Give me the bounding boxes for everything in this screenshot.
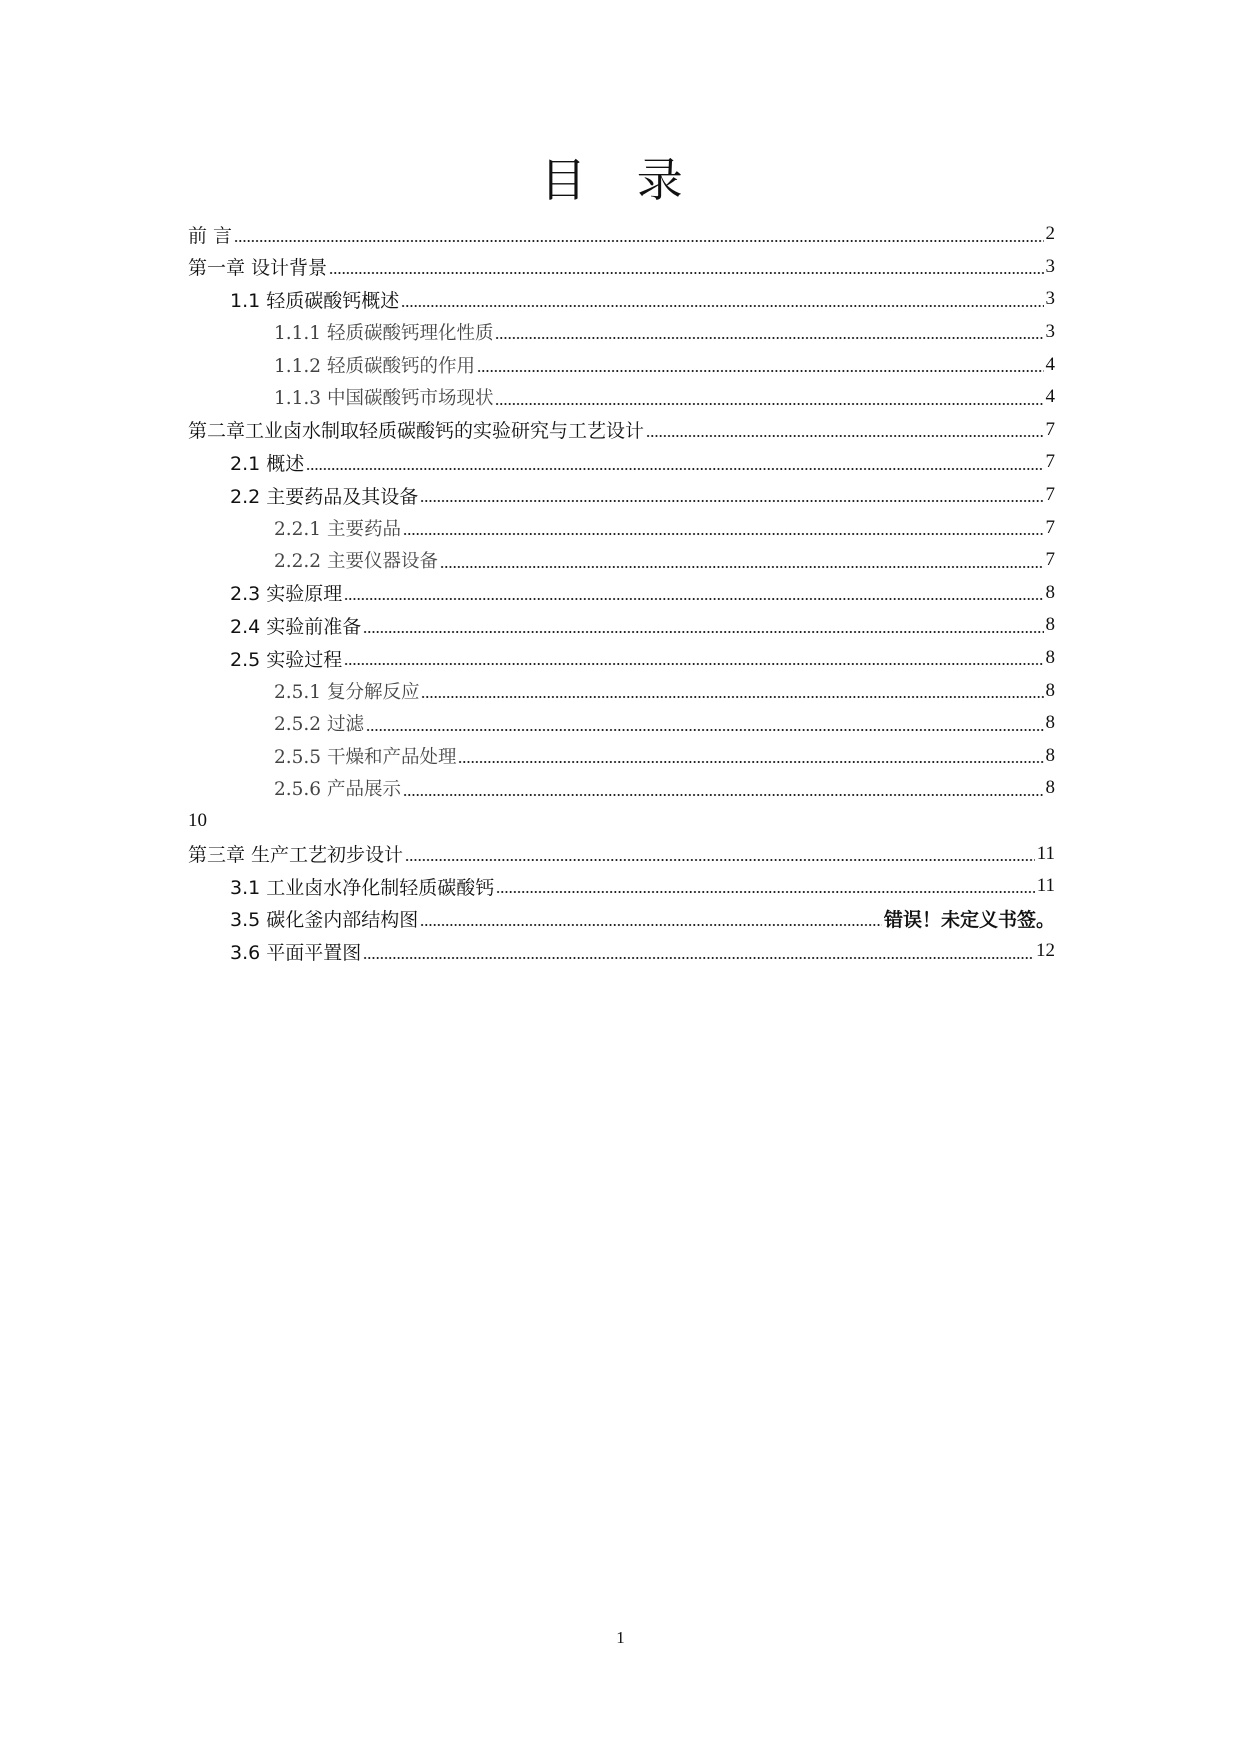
dot-leader	[458, 761, 1043, 763]
toc-page-number: 3	[1045, 255, 1055, 277]
toc-page-number: 11	[1036, 842, 1055, 864]
toc-page-number: 2	[1045, 223, 1055, 245]
dot-leader	[401, 305, 1043, 307]
dot-leader	[405, 859, 1035, 861]
table-of-contents	[188, 218, 1055, 968]
toc-entry-title: 2.5.6 产品展示	[274, 779, 401, 801]
dot-leader	[440, 566, 1044, 568]
toc-entry[interactable]	[188, 381, 1055, 414]
dot-leader	[234, 240, 1043, 242]
toc-entry[interactable]	[188, 642, 1055, 675]
toc-entry[interactable]	[188, 348, 1055, 381]
toc-entry-title: 第二章工业卤水制取轻质碳酸钙的实验研究与工艺设计	[188, 420, 645, 443]
toc-page-number: 3	[1045, 288, 1055, 310]
toc-entry-title: 第一章 设计背景	[188, 257, 328, 280]
toc-entry[interactable]	[188, 772, 1055, 805]
dot-leader	[477, 370, 1044, 372]
toc-entry-title: 3.6 平面平置图	[230, 941, 362, 964]
toc-page-number: 8	[1045, 679, 1055, 701]
toc-entry-title: 2.5.5 干燥和产品处理	[274, 746, 457, 768]
dot-leader	[403, 794, 1044, 796]
dot-leader	[646, 435, 1043, 437]
dot-leader	[495, 337, 1043, 339]
toc-entry-title: 2.3 实验原理	[230, 583, 343, 606]
dot-leader	[363, 957, 1034, 959]
dot-leader	[403, 533, 1044, 535]
toc-page-number: 8	[1045, 744, 1055, 766]
toc-entry[interactable]	[188, 218, 1055, 251]
toc-entry[interactable]	[188, 251, 1055, 284]
toc-page-number: 7	[1045, 451, 1055, 473]
toc-entry[interactable]	[188, 479, 1055, 512]
toc-entry-title: 2.5.2 过滤	[274, 714, 364, 736]
toc-page-number: 7	[1045, 549, 1055, 571]
toc-entry[interactable]	[188, 674, 1055, 707]
dot-leader	[495, 403, 1043, 405]
toc-page-number: 8	[1045, 712, 1055, 734]
dot-leader	[496, 891, 1034, 893]
dot-leader	[420, 924, 882, 926]
dot-leader	[366, 729, 1044, 731]
toc-page-number: 7	[1045, 484, 1055, 506]
toc-page-number: 3	[1045, 321, 1055, 343]
toc-entry[interactable]	[188, 446, 1055, 479]
toc-entry-title: 第三章 生产工艺初步设计	[188, 844, 404, 867]
toc-entry-title: 2.5.1 复分解反应	[274, 681, 420, 703]
toc-entry[interactable]	[188, 283, 1055, 316]
toc-entry[interactable]	[188, 414, 1055, 447]
toc-entry-title: 1.1 轻质碳酸钙概述	[230, 289, 400, 312]
toc-page-number: 7	[1045, 418, 1055, 440]
toc-page-number: 11	[1036, 875, 1055, 897]
toc-page-number: 8	[1045, 647, 1055, 669]
toc-entry-title: 1.1.2 轻质碳酸钙的作用	[274, 355, 475, 377]
toc-entry[interactable]	[188, 609, 1055, 642]
toc-orphan-line	[188, 805, 1055, 838]
toc-entry[interactable]	[188, 577, 1055, 610]
toc-entry[interactable]	[188, 837, 1055, 870]
toc-entry-title: 2.2 主要药品及其设备	[230, 485, 419, 508]
toc-page-number: 12	[1036, 940, 1055, 962]
toc-entry[interactable]	[188, 511, 1055, 544]
toc-page-number: 4	[1045, 386, 1055, 408]
dot-leader	[344, 598, 1043, 600]
toc-entry[interactable]	[188, 707, 1055, 740]
dot-leader	[344, 663, 1043, 665]
toc-page-number: 8	[1045, 614, 1055, 636]
toc-entry-title: 2.5 实验过程	[230, 648, 343, 671]
toc-entry[interactable]	[188, 935, 1055, 968]
toc-entry-title: 前 言	[188, 224, 233, 247]
toc-entry-title: 1.1.3 中国碳酸钙市场现状	[274, 388, 494, 410]
toc-entry-title: 2.4 实验前准备	[230, 615, 362, 638]
toc-page-number: 8	[1045, 777, 1055, 799]
toc-page-number: 7	[1045, 516, 1055, 538]
toc-entry[interactable]	[188, 316, 1055, 349]
dot-leader	[363, 631, 1043, 633]
toc-entry-title: 2.2.1 主要药品	[274, 518, 401, 540]
toc-page-number: 8	[1045, 581, 1055, 603]
toc-entry-title: 2.2.2 主要仪器设备	[274, 551, 438, 573]
page-number-footer: 1	[616, 1628, 625, 1647]
toc-entry[interactable]	[188, 740, 1055, 773]
toc-page-number: 4	[1045, 353, 1055, 375]
toc-entry[interactable]	[188, 870, 1055, 903]
page-title: 目 录	[540, 153, 701, 207]
stray-page-number: 10	[188, 809, 207, 831]
toc-entry[interactable]	[188, 902, 1055, 935]
bookmark-error-text: 错误！未定义书签。	[883, 909, 1055, 932]
dot-leader	[421, 696, 1043, 698]
toc-entry-title: 3.5 碳化釜内部结构图	[230, 909, 419, 932]
dot-leader	[420, 500, 1043, 502]
toc-entry[interactable]	[188, 544, 1055, 577]
toc-entry-title: 2.1 概述	[230, 452, 305, 475]
dot-leader	[306, 468, 1043, 470]
toc-entry-title: 3.1 工业卤水净化制轻质碳酸钙	[230, 876, 495, 899]
toc-entry-title: 1.1.1 轻质碳酸钙理化性质	[274, 323, 494, 345]
dot-leader	[329, 272, 1043, 274]
